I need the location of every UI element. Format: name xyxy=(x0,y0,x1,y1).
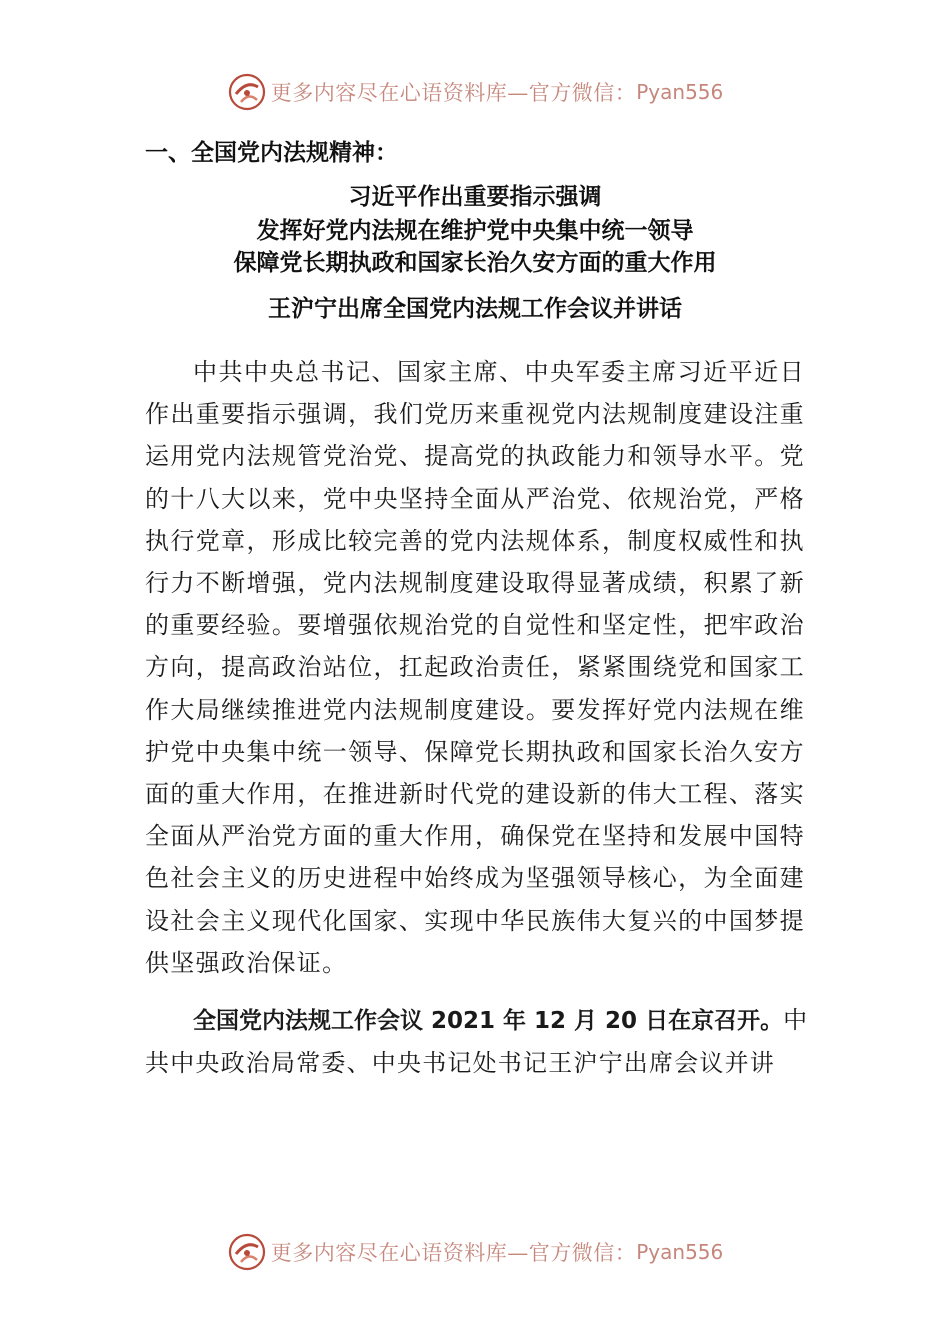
section-heading: 一、全国党内法规精神： xyxy=(145,140,398,166)
footer-banner-text: 更多内容尽在心语资料库—官方微信： xyxy=(270,1241,637,1265)
brand-logo-icon xyxy=(227,72,267,112)
brand-logo-icon xyxy=(227,1232,267,1272)
banner-wechat-id: Pyan556 xyxy=(636,80,724,104)
subheadline: 王沪宁出席全国党内法规工作会议并讲话 xyxy=(268,296,682,322)
headline-line-1: 习近平作出重要指示强调 xyxy=(348,184,602,210)
paragraph-2-rest: 中共中央政治局常委、中央书记处书记王沪宁出席会议并讲 xyxy=(145,1006,809,1077)
paragraph-2-lead: 全国党内法规工作会议 2021 年 12 月 20 日在京召开。 xyxy=(193,1008,784,1034)
headline-line-2: 发挥好党内法规在维护党中央集中统一领导 xyxy=(256,218,694,244)
paragraph-2 xyxy=(145,999,825,1084)
paragraph-1: 中共中央总书记、国家主席、中央军委主席习近平近日作出重要指示强调，我们党历来重视党内法规制度建设注重运用党内法规管党治党、提高党的执政能力和领导水平。党的十八大以来，党中央坚持全面从严治党、依规治党，严格执行党章，形成比较完善的党内法规体系，制度权威性和执行力不断增强，党内法规制度建设取得显著成绩，积累了新的重要经验。要增强依规治党的自觉性和坚定性，把牢政治方向，提高政治站位，扛起政治责任，紧紧围绕党和国家工作大局继续推进党内法规制度建设。要发挥好党内法规在维护党中央集中统一领导、保障党长期执政和国家长治久安方面的重大作用，在推进新时代党的建设新的伟大工程、落实全面从严治党方面的重大作用，确保党在坚持和发展中国特色社会主义的历史进程中始终成为坚强领导核心，为全面建设社会主义现代化国家、实现中华民族伟大复兴的中国梦提供坚强政治保证。 xyxy=(145,358,805,977)
banner-text: 更多内容尽在心语资料库—官方微信： xyxy=(270,81,637,105)
headline-line-3: 保障党长期执政和国家长治久安方面的重大作用 xyxy=(233,250,717,276)
footer-banner-wechat-id: Pyan556 xyxy=(636,1240,724,1264)
header-banner xyxy=(0,72,950,112)
footer-banner xyxy=(0,1232,950,1272)
